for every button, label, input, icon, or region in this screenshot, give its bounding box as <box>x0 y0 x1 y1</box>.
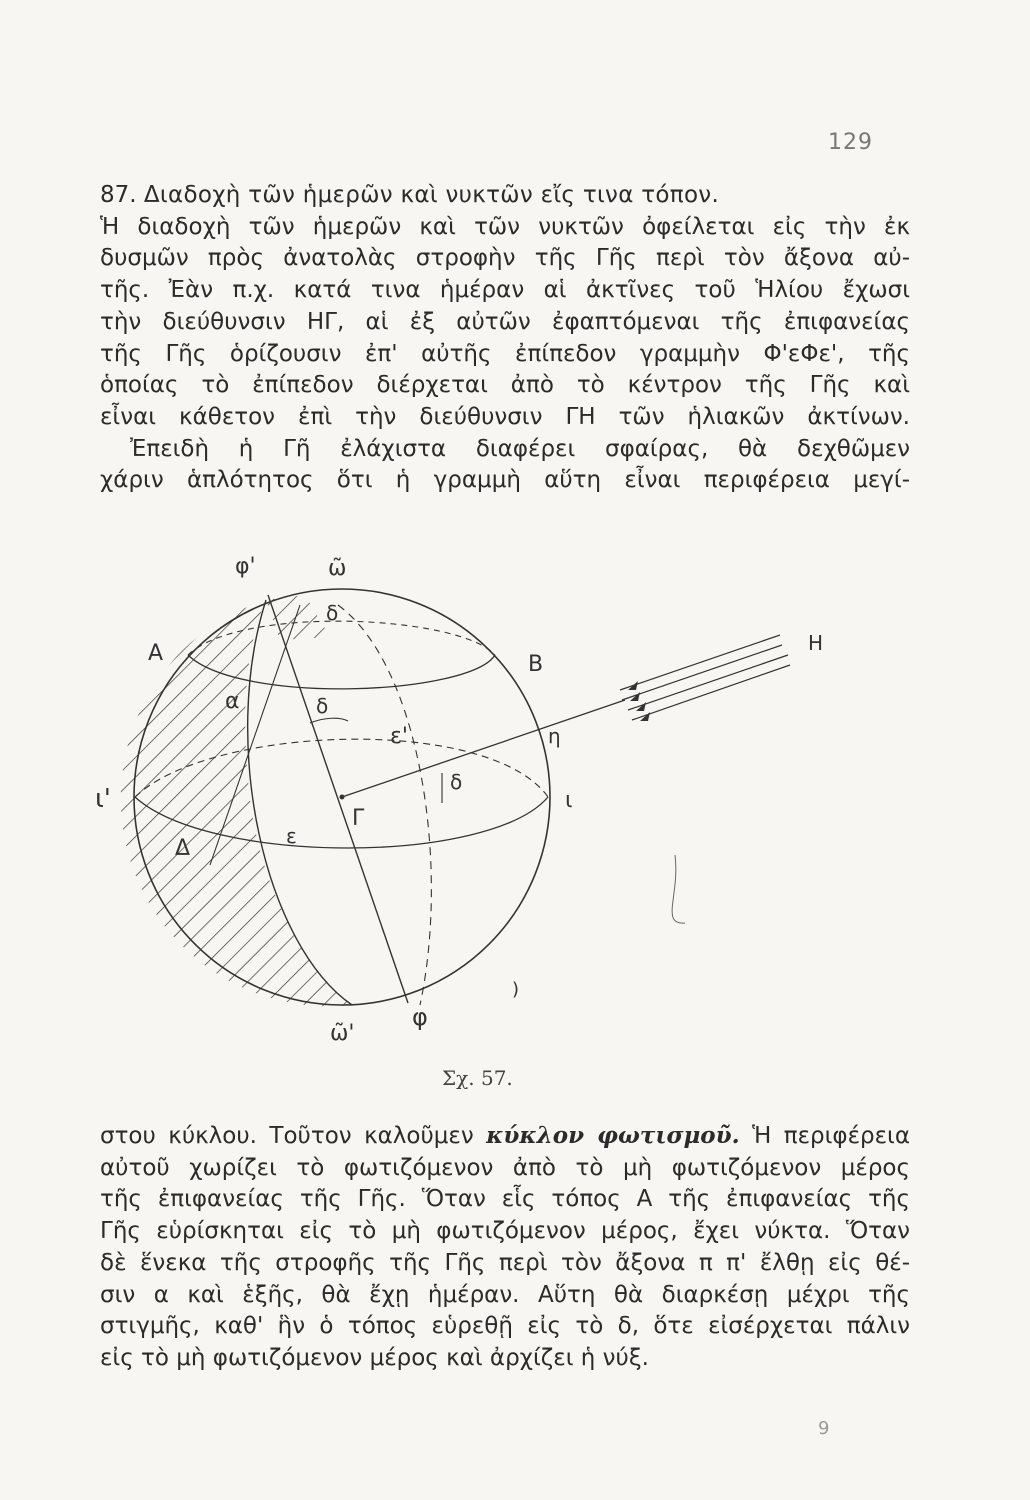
text-line: χάριν ἁπλότητος ὅτι ἡ γραμμὴ αὕτη εἶναι περιφέρεια μεγί- <box>100 467 910 494</box>
text-line: Ἡ διαδοχὴ τῶν ἡμερῶν καὶ τῶν νυκτῶν ὀφείλεται εἰς τὴν ἐκ <box>100 213 910 240</box>
text-line: στιγμῆς, καθ' ἣν ὁ τόπος εὑρεθῇ εἰς τὸ δ, ὅτε εἰσέρχεται πάλιν <box>100 1313 910 1340</box>
text-line <box>100 1120 910 1153</box>
text-line: δυσμῶν πρὸς ἀνατολὰς στροφὴν τῆς Γῆς περὶ τὸν ἄξονα αὐ- <box>100 245 910 272</box>
label-delta-mid: δ <box>316 694 329 718</box>
delta-arc <box>310 718 348 723</box>
text-line: τῆς Γῆς ὁρίζουσιν ἐπ' αὐτῆς ἐπίπεδον γραμμὴν Φ'εΦε', τῆς <box>100 340 910 367</box>
label-omega-top: ω̃ <box>328 556 347 581</box>
bottom-text <box>100 1120 910 1375</box>
center-point <box>340 795 345 800</box>
section-heading <box>100 180 910 212</box>
text-line: ὁποίας τὸ ἐπίπεδον διέρχεται ἀπὸ τὸ κέντρον τῆς Γῆς καὶ <box>100 372 910 399</box>
text-line: εἶναι κάθετον ἐπὶ τὴν διεύθυνσιν ΓΗ τῶν ἡλιακῶν ἀκτίνων. <box>100 403 910 430</box>
emphasized-term: κύκλον φωτισμοῦ. <box>486 1122 740 1149</box>
line-start: στου κύκλου. Τοῦτον καλοῦμεν <box>100 1123 487 1149</box>
label-eta: η <box>548 724 561 748</box>
label-phi-bottom: φ <box>412 1003 428 1031</box>
sun-ray <box>622 645 782 700</box>
label-B: B <box>528 652 544 677</box>
label-H: H <box>808 631 824 655</box>
sun-direction-line <box>342 700 625 797</box>
line-end: Ἡ περιφέρεια <box>739 1123 910 1149</box>
label-delta-top: δ <box>326 601 339 625</box>
figure-caption: Σχ. 57. <box>442 1066 513 1090</box>
text-line: τὴν διεύθυνσιν ΗΓ, αἱ ἐξ αὐτῶν ἐφαπτόμεναι τῆς ἐπιφανείας <box>100 308 910 335</box>
label-Delta: Δ <box>175 836 191 861</box>
label-gamma: Γ <box>352 806 365 831</box>
label-iota-right: ι <box>565 788 573 813</box>
text-line: τῆς ἐπιφανείας τῆς Γῆς. Ὅταν εἷς τόπος Α τῆς ἐπιφανείας τῆς <box>100 1186 910 1213</box>
arrow-head <box>628 681 638 690</box>
page-number: 129 <box>828 130 873 155</box>
label-epsilon-prime: ε' <box>390 724 408 749</box>
label-paren: ) <box>512 979 520 1000</box>
label-phi-prime-top: φ' <box>235 554 256 579</box>
meridian-dashed <box>338 605 431 1005</box>
label-omega-bottom: ω̃' <box>330 1021 355 1046</box>
sun-ray <box>632 665 790 720</box>
label-iota-prime-left: ι' <box>95 784 111 814</box>
top-text <box>100 180 910 497</box>
stray-curve <box>672 855 685 923</box>
section-number: 87. <box>100 182 137 208</box>
text-line: σιν α καὶ ἑξῆς, θὰ ἔχῃ ἡμέραν. Αὕτη θὰ διαρκέσῃ μέχρι τῆς <box>100 1281 910 1308</box>
sun-ray <box>620 635 780 690</box>
label-delta-right: δ <box>450 770 463 794</box>
sun-ray <box>628 655 788 710</box>
text-line: Γῆς εὑρίσκηται εἰς τὸ μὴ φωτιζόμενον μέρος, ἔχει νύκτα. Ὅταν <box>100 1218 910 1245</box>
label-A: A <box>148 641 164 666</box>
figure-illumination-circle <box>90 545 850 1055</box>
text-line: εἰς τὸ μὴ φωτιζόμενον μέρος καὶ ἀρχίζει ἡ νύξ. <box>100 1344 649 1371</box>
earth-diagram <box>90 545 850 1055</box>
section-title: Διαδοχὴ τῶν ἡμερῶν καὶ νυκτῶν εἴς τινα τόπον. <box>143 182 720 208</box>
text-line: τῆς. Ἐὰν π.χ. κατά τινα ἡμέραν αἱ ἀκτῖνες τοῦ Ἡλίου ἔχωσι <box>100 277 910 304</box>
text-line: αὐτοῦ χωρίζει τὸ φωτιζόμενον ἀπὸ τὸ μὴ φωτιζόμενον μέρος <box>100 1154 910 1181</box>
label-alpha: α <box>225 689 240 714</box>
signature-number: 9 <box>818 1418 830 1439</box>
text-line: δὲ ἕνεκα τῆς στροφῆς τῆς Γῆς περὶ τὸν ἄξονα π π' ἔλθῃ εἰς θέ- <box>100 1249 910 1276</box>
text-line: Ἐπειδὴ ἡ Γῆ ἐλάχιστα διαφέρει σφαίρας, θὰ δεχθῶμεν <box>130 435 910 462</box>
label-epsilon: ε <box>286 824 297 848</box>
